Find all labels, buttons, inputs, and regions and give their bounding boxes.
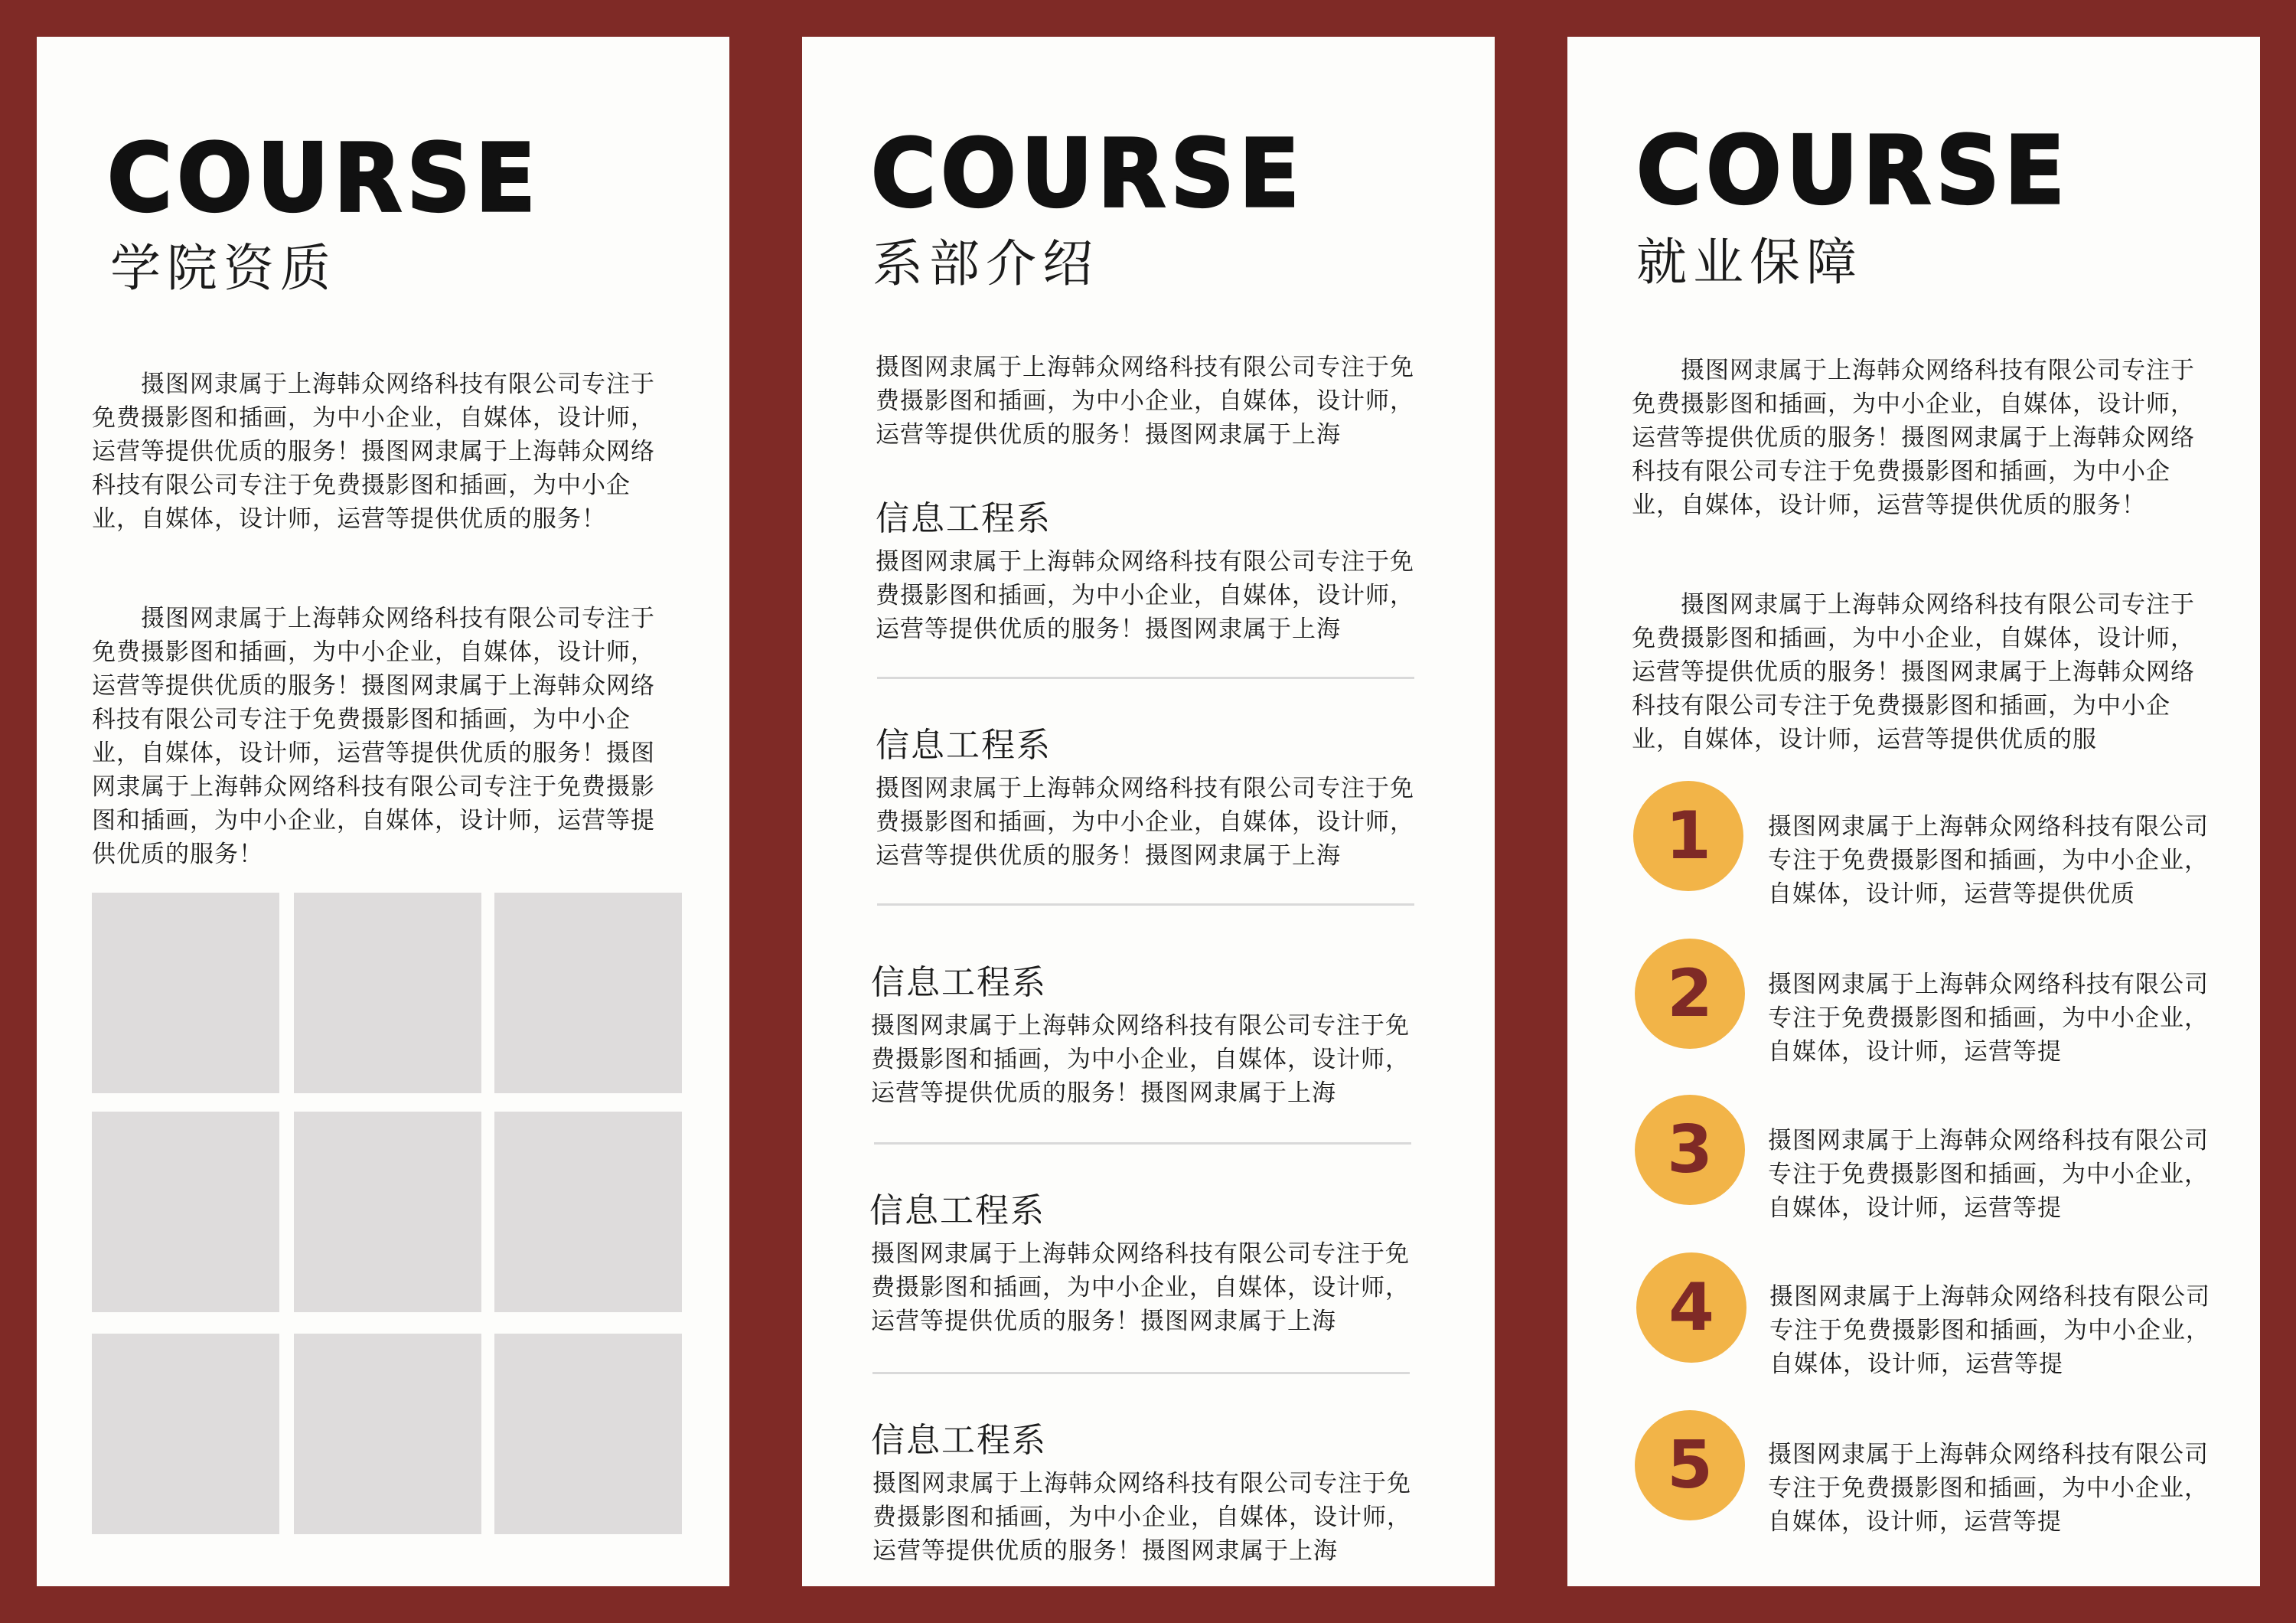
divider	[877, 903, 1414, 906]
divider	[874, 1142, 1411, 1145]
number-badge: 2	[1635, 939, 1745, 1049]
department-text: 摄图网隶属于上海韩众网络科技有限公司专注于免费摄影图和插画，为中小企业，自媒体，设计师，运营等提供优质的服务！摄图网隶属于上海	[876, 775, 1414, 870]
panel-employment-guarantee	[1567, 37, 2260, 1586]
image-placeholder	[92, 1112, 279, 1312]
paragraph: 摄图网隶属于上海韩众网络科技有限公司专注于免费摄影图和插画，为中小企业，自媒体，设计师，运营等提供优质的服务！摄图网隶属于上海韩众网络科技有限公司专注于免费摄影图和插画，为中小企业，自媒体，设计师，运营等提供优质的服务！	[92, 371, 655, 533]
department-title: 信息工程系	[869, 1191, 1045, 1230]
department-title: 信息工程系	[871, 1421, 1047, 1460]
paragraph: 摄图网隶属于上海韩众网络科技有限公司专注于免费摄影图和插画，为中小企业，自媒体，设计师，运营等提供优质的服务！摄图网隶属于上海韩众网络科技有限公司专注于免费摄影图和插画，为中小企业，自媒体，设计师，运营等提供优质的服	[1632, 591, 2195, 753]
intro-paragraph: 摄图网隶属于上海韩众网络科技有限公司专注于免费摄影图和插画，为中小企业，自媒体，设计师，运营等提供优质的服务！摄图网隶属于上海	[876, 354, 1414, 449]
number-badge: 5	[1635, 1410, 1745, 1520]
list-item-text: 摄图网隶属于上海韩众网络科技有限公司专注于免费摄影图和插画，为中小企业，自媒体，设计师，运营等提	[1769, 1283, 2210, 1378]
list-item-text: 摄图网隶属于上海韩众网络科技有限公司专注于免费摄影图和插画，为中小企业，自媒体，设计师，运营等提	[1768, 1441, 2209, 1536]
department-text: 摄图网隶属于上海韩众网络科技有限公司专注于免费摄影图和插画，为中小企业，自媒体，设计师，运营等提供优质的服务！摄图网隶属于上海	[871, 1240, 1410, 1335]
panel-heading: COURSE	[1636, 116, 2070, 226]
panel-department-intro	[802, 37, 1495, 1586]
image-placeholder	[494, 893, 682, 1093]
image-placeholder	[494, 1112, 682, 1312]
panel-heading: COURSE	[871, 119, 1305, 229]
image-placeholder	[494, 1334, 682, 1534]
list-item-text: 摄图网隶属于上海韩众网络科技有限公司专注于免费摄影图和插画，为中小企业，自媒体，设计师，运营等提	[1768, 1127, 2209, 1222]
panel-subtitle: 就业保障	[1636, 233, 1863, 292]
panel-academic-qualification	[37, 37, 729, 1586]
number-badge: 4	[1636, 1252, 1746, 1363]
divider	[872, 1372, 1410, 1374]
panel-subtitle: 学院资质	[110, 239, 337, 298]
paragraph: 摄图网隶属于上海韩众网络科技有限公司专注于免费摄影图和插画，为中小企业，自媒体，设计师，运营等提供优质的服务！摄图网隶属于上海韩众网络科技有限公司专注于免费摄影图和插画，为中小企业，自媒体，设计师，运营等提供优质的服务！	[1632, 357, 2195, 519]
list-item-text: 摄图网隶属于上海韩众网络科技有限公司专注于免费摄影图和插画，为中小企业，自媒体，设计师，运营等提	[1768, 971, 2209, 1066]
image-placeholder	[294, 1112, 481, 1312]
image-placeholder	[294, 1334, 481, 1534]
divider	[877, 677, 1414, 679]
image-placeholder	[92, 893, 279, 1093]
department-title: 信息工程系	[876, 499, 1052, 538]
department-text: 摄图网隶属于上海韩众网络科技有限公司专注于免费摄影图和插画，为中小企业，自媒体，设计师，运营等提供优质的服务！摄图网隶属于上海	[872, 1470, 1411, 1565]
department-title: 信息工程系	[871, 963, 1047, 1002]
image-placeholder	[294, 893, 481, 1093]
image-grid	[92, 893, 718, 1536]
image-placeholder	[92, 1334, 279, 1534]
panel-heading: COURSE	[107, 124, 541, 233]
list-item-text: 摄图网隶属于上海韩众网络科技有限公司专注于免费摄影图和插画，为中小企业，自媒体，设计师，运营等提供优质	[1768, 813, 2209, 908]
number-badge: 3	[1635, 1095, 1745, 1205]
panel-subtitle: 系部介绍	[872, 234, 1099, 293]
department-text: 摄图网隶属于上海韩众网络科技有限公司专注于免费摄影图和插画，为中小企业，自媒体，设计师，运营等提供优质的服务！摄图网隶属于上海	[876, 548, 1414, 643]
number-badge: 1	[1633, 781, 1743, 891]
paragraph: 摄图网隶属于上海韩众网络科技有限公司专注于免费摄影图和插画，为中小企业，自媒体，设计师，运营等提供优质的服务！摄图网隶属于上海韩众网络科技有限公司专注于免费摄影图和插画，为中小企业，自媒体，设计师，运营等提供优质的服务！摄图网隶属于上海韩众网络科技有限公司专注于免费摄影图和插画，为中小企业，自媒体，设计师，运营等提供优质的服务！	[92, 605, 655, 868]
department-title: 信息工程系	[876, 726, 1052, 765]
department-text: 摄图网隶属于上海韩众网络科技有限公司专注于免费摄影图和插画，为中小企业，自媒体，设计师，运营等提供优质的服务！摄图网隶属于上海	[871, 1012, 1410, 1107]
